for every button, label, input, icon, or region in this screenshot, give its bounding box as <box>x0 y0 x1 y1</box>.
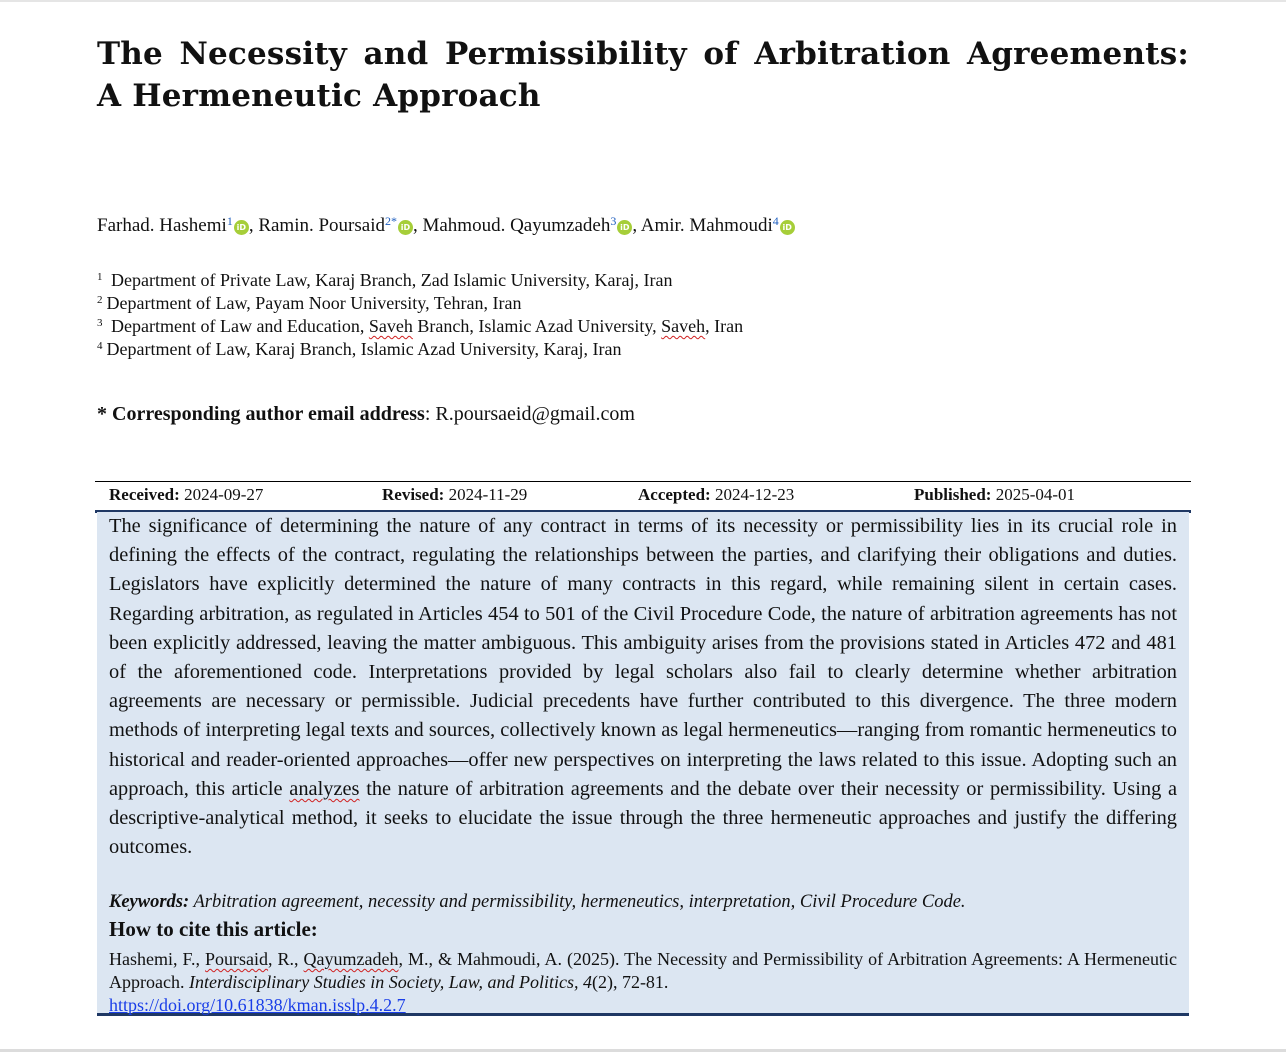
paper-title: The Necessity and Permissibility of Arbitration Agreements: A Hermeneutic Approach <box>97 36 1189 114</box>
author-separator: , <box>412 215 423 236</box>
affiliation-item <box>97 266 743 289</box>
author-affil-number: 2* <box>384 214 397 228</box>
citation-issue: (2), 72-81. <box>591 972 669 992</box>
author-affil-number: 3 <box>610 214 617 228</box>
author-name: Ramin. Poursaid <box>258 215 385 236</box>
top-border <box>0 0 1286 2</box>
abstract-segment: the nature of arbitration agreements and the debate over their necessity or permissibility. Using a descriptive-analytical method, it seeks to elucidate the issue through the three hermeneutic approaches and justify the differing outcomes. <box>109 777 1178 859</box>
abstract-panel <box>97 512 1189 1016</box>
published-value: 2025-04-01 <box>995 485 1076 504</box>
citation-segment: Hashemi, F., <box>109 949 206 969</box>
accepted-value: 2024-12-23 <box>714 485 795 504</box>
spellcheck-flagged-word[interactable]: Saveh <box>368 316 413 336</box>
affiliation-number: 2 <box>97 294 103 306</box>
accepted-label: Accepted: <box>638 485 711 504</box>
keywords <box>109 892 1177 913</box>
affiliation-number: 1 <box>97 271 103 283</box>
accepted-date <box>638 485 794 505</box>
corresponding-author <box>97 403 635 426</box>
revised-date <box>382 485 527 505</box>
affiliation-item <box>97 289 743 312</box>
author-name: Amir. Mahmoudi <box>640 215 773 236</box>
citation-segment: , M., & Mahmoudi, A. (2025). The Necessity and Permissibility of Arbitration Agreements: A Hermeneutic Approach. <box>109 949 1177 992</box>
abstract-text <box>109 512 1177 862</box>
corresponding-email[interactable]: R.poursaeid@gmail.com <box>435 403 635 425</box>
orcid-icon[interactable]: iD <box>780 220 795 235</box>
affiliation-text: Department of Law, Karaj Branch, Islamic Azad University, Karaj, Iran <box>106 339 622 359</box>
spellcheck-flagged-word[interactable]: Qayumzadeh <box>303 949 399 969</box>
published-label: Published: <box>914 485 992 504</box>
doi-link[interactable]: https://doi.org/10.61838/kman.isslp.4.2.7 <box>109 995 406 1015</box>
orcid-icon[interactable]: iD <box>234 220 249 235</box>
citation-text <box>109 948 1177 1017</box>
spellcheck-flagged-word[interactable]: analyzes <box>289 777 360 800</box>
author-separator: , <box>632 215 641 236</box>
affiliation-item <box>97 335 743 358</box>
keywords-label: Keywords: <box>109 892 190 912</box>
author-name: Mahmoud. Qayumzadeh <box>422 215 611 236</box>
revised-label: Revised: <box>382 485 445 504</box>
published-date <box>914 485 1075 505</box>
author-separator: , <box>248 215 259 236</box>
affiliation-item <box>97 312 743 335</box>
revised-value: 2024-11-29 <box>448 485 528 504</box>
author-name: Farhad. Hashemi <box>97 215 227 236</box>
author-affil-number: 4 <box>772 214 779 228</box>
orcid-icon[interactable]: iD <box>398 220 413 235</box>
corresponding-colon: : <box>424 403 436 425</box>
affiliation-list <box>97 266 743 358</box>
citation-journal: Interdisciplinary Studies in Society, Law, and Politics, 4 <box>188 972 592 992</box>
affiliation-number: 3 <box>97 317 103 329</box>
affiliation-text: Department of Law, Payam Noor University, Tehran, Iran <box>106 293 522 313</box>
spellcheck-flagged-word[interactable]: Poursaid <box>205 949 269 969</box>
received-label: Received: <box>109 485 180 504</box>
affiliation-text: Department of Law and Education, <box>106 316 369 336</box>
spellcheck-flagged-word[interactable]: Saveh <box>661 316 706 336</box>
orcid-icon[interactable]: iD <box>617 220 632 235</box>
article-dates <box>95 481 1191 513</box>
received-date <box>109 485 263 505</box>
affiliation-text: Branch, Islamic Azad University, <box>412 316 662 336</box>
citation-segment: , R., <box>268 949 304 969</box>
corresponding-label: * Corresponding author email address <box>97 403 425 425</box>
received-value: 2024-09-27 <box>184 485 264 504</box>
affiliation-number: 4 <box>97 340 103 352</box>
author-affil-number: 1 <box>226 214 233 228</box>
affiliation-text: , Iran <box>705 316 744 336</box>
affiliation-text: Department of Private Law, Karaj Branch, Zad Islamic University, Karaj, Iran <box>106 270 673 290</box>
keywords-text: Arbitration agreement, necessity and permissibility, hermeneutics, interpretation, Civil Procedure Code. <box>189 892 966 912</box>
author-list <box>97 214 795 237</box>
cite-heading: How to cite this article: <box>109 917 318 941</box>
abstract-segment: The significance of determining the nature of any contract in terms of its necessity or permissibility lies in its crucial role in defining the effects of the contract, regulating the relationships between the parties, and clarifying their obligations and duties. Legislators have explicitly determined the nature of many contracts in this regard, while remaining silent in certain cases. Regarding arbitration, as regulated in Articles 454 to 501 of the Civil Procedure Code, the nature of arbitration agreements has not been explicitly addressed, leaving the matter ambiguous. This ambiguity arises from the provisions stated in Articles 472 and 481 of the aforementioned code. Interpretations provided by legal scholars also fail to clearly determine whether arbitration agreements are necessary or permissible. Judicial precedents have further contributed to this divergence. The three modern methods of interpreting legal texts and sources, collectively known as legal hermeneutics—ranging from romantic hermeneutics to historical and reader-oriented approaches—offer new perspectives on interpreting the laws related to this issue. Adopting such an approach, this article <box>109 515 1177 800</box>
